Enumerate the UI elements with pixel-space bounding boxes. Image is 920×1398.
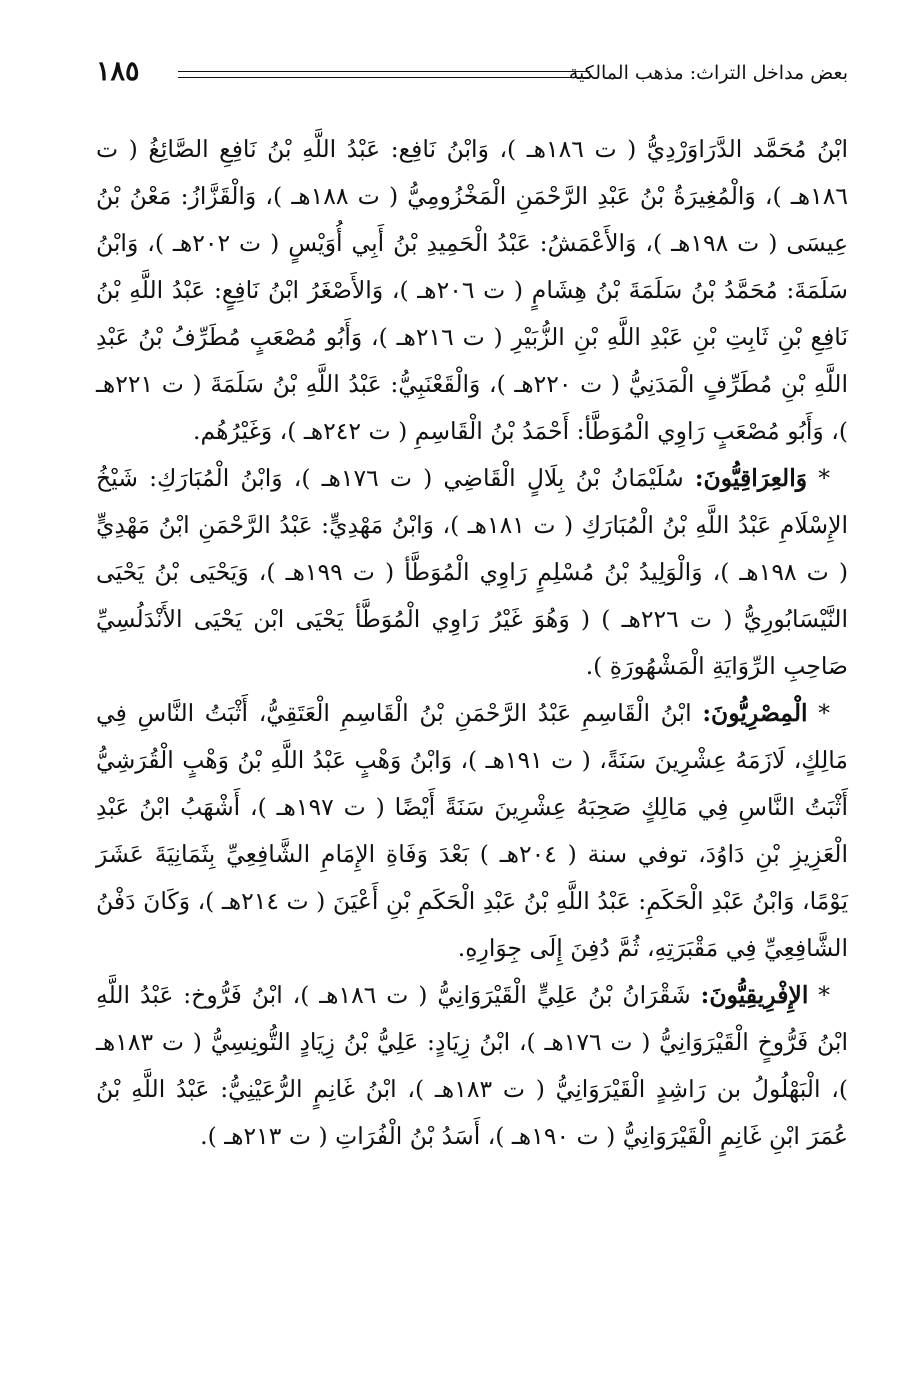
- paragraph-text: ابْنُ مُحَمَّد الدَّرَاوَرْدِيُّ ( ت ١٨٦هـ )، وَابْنُ نَافِع: عَبْدُ اللَّهِ بْنُ نَافِعِ الصَّائِغُ ( ت ١٨٦هـ )، وَالْمُغِيرَةُ بْنُ عَبْدِ الرَّحْمَنِ الْمَخْزُومِيُّ ( ت ١٨٨هـ )، وَالْقَزَّازُ: مَعْنُ بْنُ عِيسَى ( ت ١٩٨هـ )، وَالأَعْمَشُ: عَبْدُ الْحَمِيدِ بْنُ أَبِي أُوَيْسٍ ( ت ٢٠٢هـ )، وَابْنُ سَلَمَةَ: مُحَمَّدُ بْنُ سَلَمَةَ بْنُ هِشَامٍ ( ت ٢٠٦هـ )، وَالأَصْغَرُ ابْنُ نَافِعٍ: عَبْدُ اللَّهِ بْنُ نَافِعِ بْنِ ثَابِتِ بْنِ عَبْدِ اللَّهِ بْنِ الزُّبَيْرِ ( ت ٢١٦هـ )، وَأَبُو مُصْعَبٍ مُطَرِّفُ بْنُ عَبْدِ اللَّهِ بْنِ مُطَرِّفٍ الْمَدَنِيُّ ( ت ٢٢٠هـ )، وَالْقَعْنَبِيُّ: عَبْدُ اللَّهِ بْنُ سَلَمَةَ ( ت ٢٢١هـ )، وَأَبُو مُصْعَبٍ رَاوِي الْمُوَطَّأ: أَحْمَدُ بْنُ الْقَاسِمِ ( ت ٢٤٢هـ )، وَغَيْرُهُم.: [96, 135, 848, 445]
- paragraph-madinans-continued: [96, 126, 848, 455]
- page-header: [96, 54, 848, 94]
- paragraph-text: ابْنُ الْقَاسِمِ عَبْدُ الرَّحْمَنِ بْنُ الْقَاسِمِ الْعَتَقِيُّ، أَثْبَتُ النَّاسِ فِي مَالِكٍ، لَازَمَهُ عِشْرِينَ سَنَةً، ( ت ١٩١هـ )، وَابْنُ وَهْبٍ عَبْدُ اللَّهِ بْنُ وَهْبٍ الْقُرَشِيُّ أَثْبَتُ النَّاسِ فِي مَالِكٍ صَحِبَهُ عِشْرِينَ سَنَةً أَيْضًا ( ت ١٩٧هـ )، أَشْهَبُ ابْنُ عَبْدِ الْعَزِيزِ بْنِ دَاوُدَ، توفي سنة ( ٢٠٤هـ ) بَعْدَ وَفَاةِ الإِمَامِ الشَّافِعِيِّ بِثَمَانِيَةَ عَشَرَ يَوْمًا، وَابْنُ عَبْدِ الْحَكَمِ: عَبْدُ اللَّهِ بْنُ عَبْدِ الْحَكَمِ بْنِ أَعْيَنَ ( ت ٢١٤هـ )، وَكَانَ دَفْنُ الشَّافِعِيِّ فِي مَقْبَرَتِهِ، ثُمَّ دُفِنَ إِلَى جِوَارِهِ.: [96, 699, 848, 962]
- section-heading: الإِفْرِيقِيُّونَ:: [700, 981, 809, 1009]
- book-page: [96, 54, 848, 1160]
- bullet-star: *: [818, 981, 831, 1009]
- header-rule: [178, 71, 590, 78]
- paragraph-egyptians: [96, 690, 848, 972]
- paragraph-text: سُلَيْمَانُ بْنُ بِلَالٍ الْقَاضِي ( ت ١٧٦هـ )، وَابْنُ الْمُبَارَكِ: شَيْخُ الإِسْلَامِ عَبْدُ اللَّهِ بْنُ الْمُبَارَكِ ( ت ١٨١هـ )، وَابْنُ مَهْدِيٍّ: عَبْدُ الرَّحْمَنِ ابْنُ مَهْدِيٍّ ( ت ١٩٨هـ )، وَالْوَلِيدُ بْنُ مُسْلِمٍ رَاوِي الْمُوَطَّأ ( ت ١٩٩هـ )، وَيَحْيَى بْنُ يَحْيَى النَّيْسَابُورِيُّ ( ت ٢٢٦هـ ) ( وَهُوَ غَيْرُ رَاوِي الْمُوَطَّأ يَحْيَى ابْن يَحْيَى الأَنْدَلُسِيِّ صَاحِبِ الرِّوَايَةِ الْمَشْهُورَةِ ).: [96, 464, 848, 680]
- paragraph-africans: [96, 972, 848, 1160]
- paragraph-iraqis: [96, 455, 848, 690]
- bullet-star: *: [818, 699, 830, 727]
- paragraph-text: شَقْرَانُ بْنُ عَلِيٍّ الْقَيْرَوَانِيُّ ( ت ١٨٦هـ )، ابْنُ فَرُّوخ: عَبْدُ اللَّهِ ابْنُ فَرُّوخٍ الْقَيْرَوَانِيُّ ( ت ١٧٦هـ )، ابْنُ زِيَادٍ: عَلِيُّ بْنُ زِيَادٍ التُّونِسِيُّ ( ت ١٨٣هـ )، الْبَهْلُولُ بن رَاشِدٍ الْقَيْرَوَانِيُّ ( ت ١٨٣هـ )، ابْنُ غَانِمٍ الرُّعَيْنِيُّ: عَبْدُ اللَّهِ بْنُ عُمَرَ ابْنِ غَانِمٍ الْقَيْرَوَانِيُّ ( ت ١٩٠هـ )، أَسَدُ بْنُ الْفُرَاتِ ( ت ٢١٣هـ ).: [96, 981, 848, 1150]
- section-heading: الْمِصْرِيُّونَ:: [702, 699, 808, 727]
- section-heading: وَالعِرَاقِيُّونَ:: [694, 464, 808, 492]
- bullet-star: *: [818, 464, 830, 492]
- running-title: بعض مداخل التراث: مذهب المالكية: [568, 62, 848, 84]
- main-text: [96, 126, 848, 1160]
- page-number: ١٨٥: [96, 56, 140, 87]
